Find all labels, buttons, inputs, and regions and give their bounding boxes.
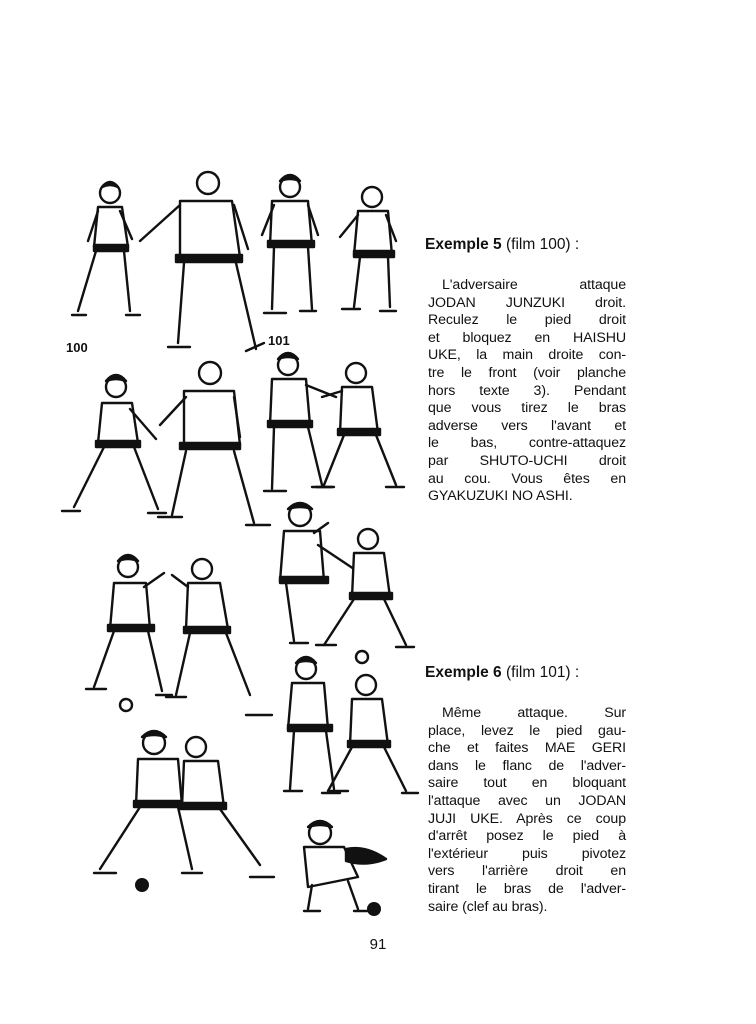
example5-line: par SHUTO-UCHI droit [428, 452, 626, 469]
figure-pair-101-2 [264, 353, 404, 491]
example6-line: che et faites MAE GERI [428, 740, 626, 757]
example6-line: JUJI UKE. Après ce coup [428, 810, 626, 827]
example5-line: au cou. Vous êtes en [428, 470, 626, 487]
example6-line: d'arrêt posez le pied à [428, 828, 626, 845]
example6-line: saire (clef au bras). [428, 898, 548, 915]
example6-line: saire tout en bloquant [428, 775, 626, 792]
example5-heading [425, 236, 579, 254]
example5-heading-film: (film 100) : [506, 236, 580, 253]
example5-line: JODAN JUNZUKI droit. [428, 294, 626, 311]
example5-line: UKE, la main droite con- [428, 347, 626, 364]
example5-line: le bas, contre-attaquez [428, 435, 626, 452]
example6-line: l'attaque avec un JODAN [428, 792, 626, 809]
figure-label-100: 100 [66, 340, 88, 355]
example6-heading-film: (film 101) : [506, 664, 580, 681]
karate-figures-illustration [50, 165, 420, 925]
example5-line: GYAKUZUKI NO ASHI. [428, 488, 573, 505]
example6-line: l'extérieur puis pivotez [428, 845, 626, 862]
example6-heading-title: Exemple 6 [425, 664, 502, 681]
figure-pair-100-1 [72, 172, 264, 351]
example6-heading [425, 664, 579, 682]
example6-line: vers l'arrière droit en [428, 863, 626, 880]
figure-pair-101-3 [280, 503, 414, 663]
example6-line: dans le flanc de l'adver- [428, 757, 626, 774]
example5-body [428, 277, 626, 506]
page-number: 91 [369, 936, 387, 953]
example6-line: tirant le bras de l'adver- [428, 880, 626, 897]
example5-line: tre le front (voir planche [428, 364, 626, 381]
example5-line: que vous tirez le bras [428, 400, 626, 417]
example6-line: place, levez le pied gau- [428, 722, 626, 739]
example5-line: et bloquez en HAISHU [428, 329, 626, 346]
example5-line: Reculez le pied droit [428, 312, 626, 329]
example6-line: Même attaque. Sur [442, 705, 626, 721]
example5-line: hors texte 3). Pendant [428, 382, 626, 399]
example6-body [428, 705, 626, 916]
example5-line: L'adversaire attaque [442, 277, 626, 293]
figure-pair-100-4 [94, 731, 274, 892]
figure-label-101: 101 [268, 333, 290, 348]
figure-pair-100-2 [62, 362, 270, 525]
example5-heading-title: Exemple 5 [425, 236, 502, 253]
example5-line: adverse vers l'avant et [428, 417, 626, 434]
figure-pair-100-3 [86, 555, 272, 715]
figure-pair-101-4 [284, 657, 418, 916]
figure-pair-101-1 [262, 175, 396, 313]
